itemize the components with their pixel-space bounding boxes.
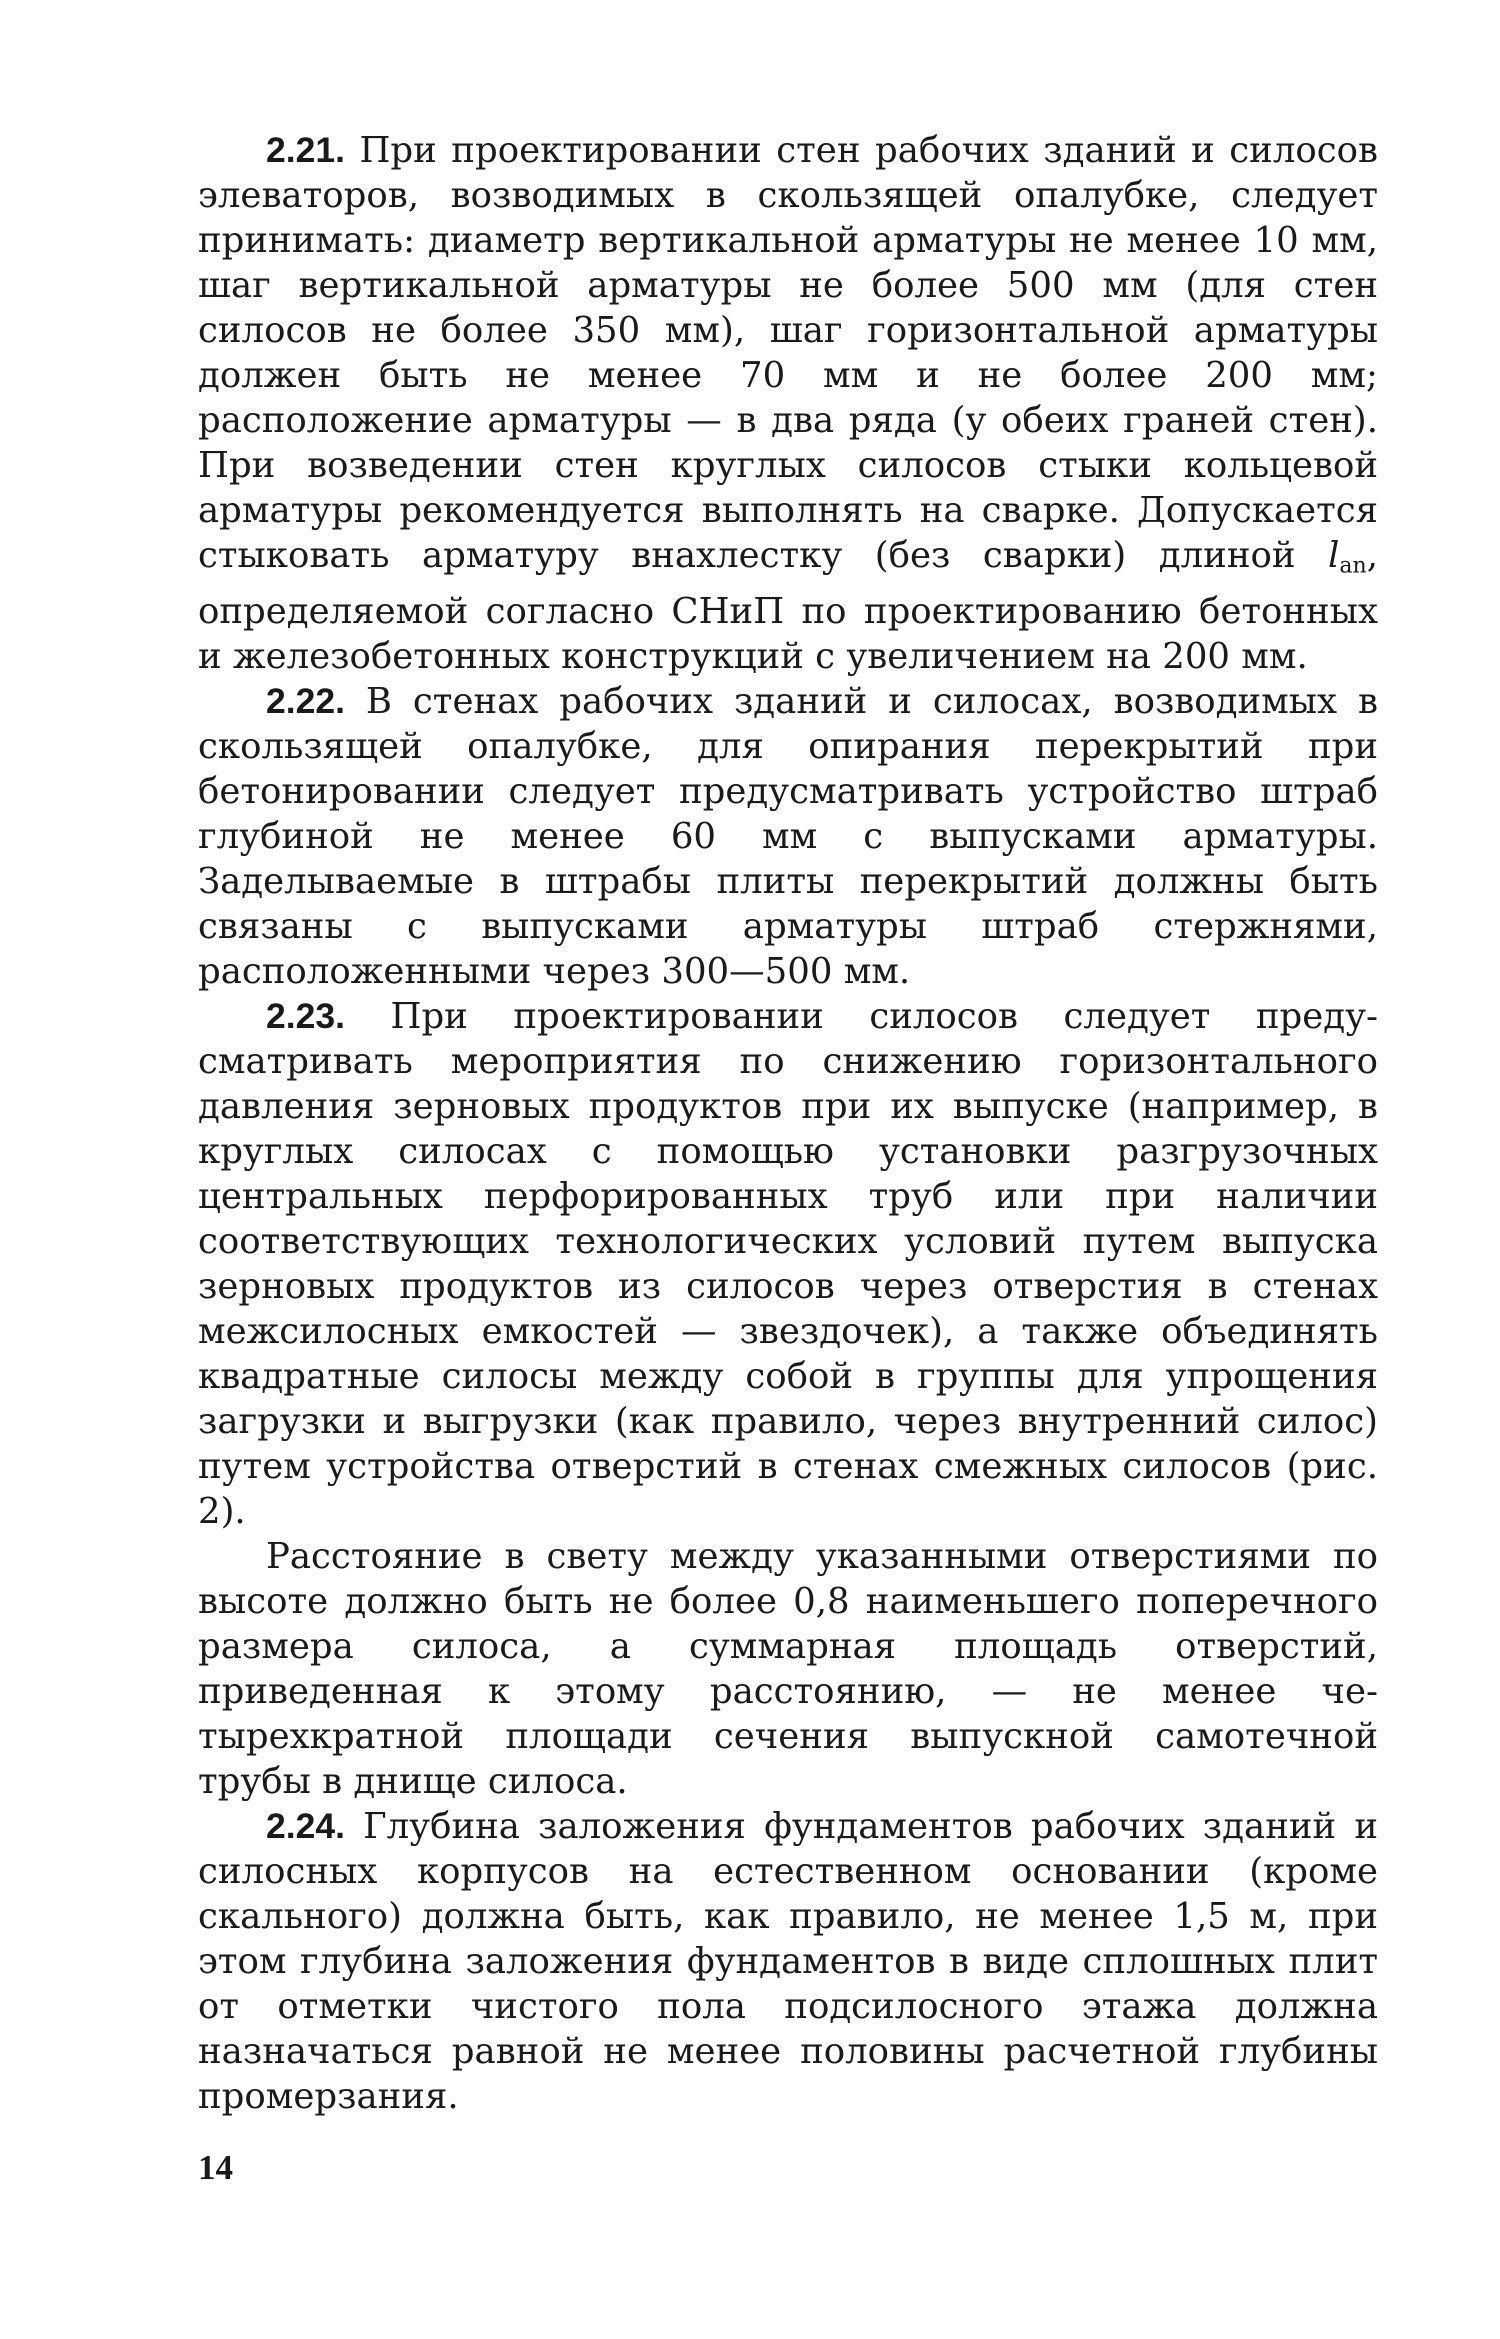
lap-length-variable: l xyxy=(1328,535,1340,576)
page-number: 14 xyxy=(198,2148,233,2187)
paragraph-text: В стенах рабочих зданий и силосах, возводимых в скользящей опалубке, для опирания перекрытий при бетонировании следует предусматривать устройство штраб глубиной не менее 60 мм с выпусками арматуры. Заделываемые в штрабы плиты перекрытий должны быть связаны с выпусками арматуры штраб стержнями, расположенными через 300—500 мм. xyxy=(198,680,1378,992)
clause-number: 2.23. xyxy=(266,995,345,1036)
paragraph-text: При проектировании силосов следует предусматривать мероприятия по снижению горизонтального давления зерновых продуктов при их выпуске (например, в круглых силосах с помощью установки разгрузочных центральных перфорированных труб или при наличии соответствующих технологических условий путем выпуска зерновых продуктов из силосов через отверстия в стенах межсилосных емкостей — звездочек), а также объединять квадратные силосы между собой в группы для упрощения загрузки и выгрузки (как правило, через внутренний силос) путем устройства отверстий в стенах смежных силосов (рис. 2). xyxy=(198,995,1378,1532)
clause-number: 2.24. xyxy=(266,1805,345,1846)
paragraph-2-23-continued xyxy=(198,1534,1378,1804)
lap-length-subscript: an xyxy=(1339,553,1367,579)
paragraph-text: Расстояние в свету между указанными отверстиями по высоте должно быть не более 0,8 наименьшего поперечного размера силоса, а суммарная площадь отверстий, приведенная к этому расстоянию, — не менее четырехкратной площади сечения выпускной самотечной трубы в днище силоса. xyxy=(198,1535,1378,1802)
paragraph-text: Глубина заложения фундаментов рабочих зданий и силосных корпусов на естественном основании (кроме скального) должна быть, как правило, не менее 1,5 м, при этом глубина заложения фундаментов в виде сплошных плит от отметки чистого пола подсилосного этажа должна назначаться равной не менее половины расчетной глубины промерзания. xyxy=(198,1805,1378,2117)
paragraph-2-22 xyxy=(198,679,1378,994)
paragraph-text-continued: , определяемой согласно СНиП по проектированию бетонных и железобетонных конструкций с увеличением на 200 мм. xyxy=(198,535,1378,677)
paragraph-text: При проектировании стен рабочих зданий и силосов элеваторов, возводимых в скользящей опалубке, следует принимать: диаметр вертикальной арматуры не менее 10 мм, шаг вертикальной арматуры не более 500 мм (для стен силосов не более 350 мм), шаг горизонтальной арматуры должен быть не менее 70 мм и не более 200 мм; расположение арматуры — в два ряда (у обеих граней стен). При возведении стен круглых силосов стыки кольцевой арматуры рекомендуется выполнять на сварке. Допускается стыковать арматуру внахлестку (без сварки) длиной xyxy=(198,130,1378,576)
paragraph-2-21 xyxy=(198,128,1378,679)
paragraph-2-24 xyxy=(198,1804,1378,2119)
clause-number: 2.21. xyxy=(266,130,345,170)
clause-number: 2.22. xyxy=(266,680,345,721)
document-body xyxy=(198,128,1378,2119)
paragraph-2-23 xyxy=(198,994,1378,1534)
